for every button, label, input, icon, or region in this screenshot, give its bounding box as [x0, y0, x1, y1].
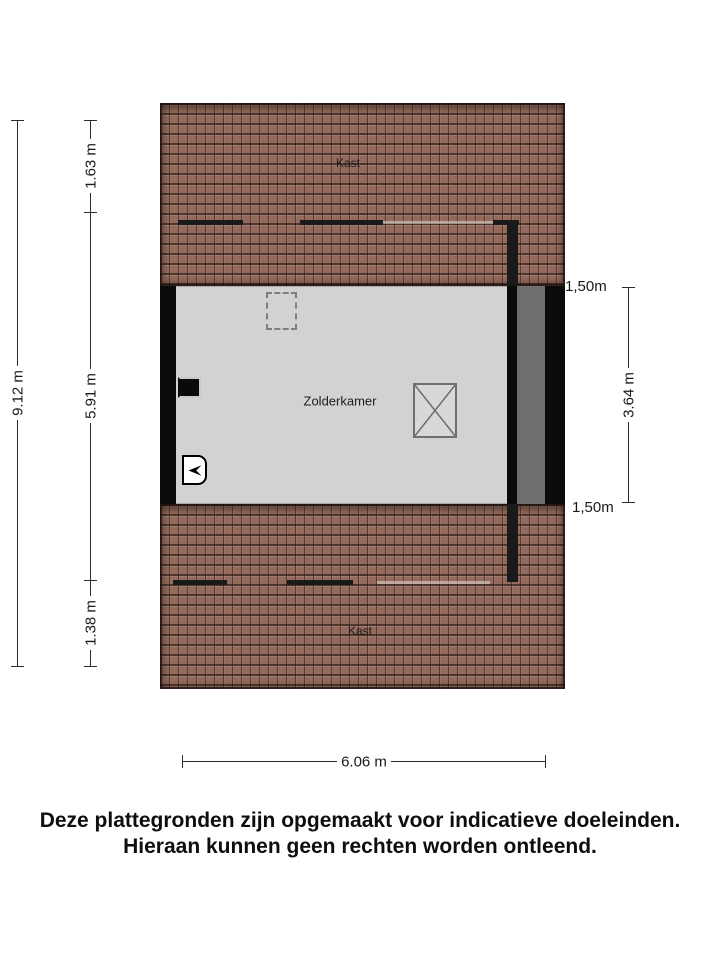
dim-tick [84, 580, 97, 581]
low-headroom-band [517, 286, 545, 504]
dimension-label-total-height: 9.12 m [9, 366, 28, 420]
dimension-line-bottom [182, 753, 546, 771]
kneewall-bottom-segment [173, 580, 227, 585]
dimension-line-left-inner [82, 120, 100, 667]
wall-left [160, 286, 176, 504]
dimension-label-right-middle: 3.64 m [620, 368, 639, 422]
roof-window-dashed-icon [266, 292, 297, 330]
stairs-arrow-icon [187, 464, 203, 477]
dimension-label-top-section: 1.63 m [82, 139, 101, 193]
dim-tick [622, 287, 635, 288]
dimension-label-150-top: 1,50m [565, 278, 607, 295]
dim-tick [182, 755, 183, 768]
room-label-kast-bottom: Kast [347, 624, 373, 638]
chimney-icon [178, 377, 201, 398]
disclaimer-line-2: Hieraan kunnen geen rechten worden ontleend. [123, 835, 597, 858]
dim-tick [11, 666, 24, 667]
dimension-label-width: 6.06 m [337, 753, 391, 772]
stairs-hatch [182, 455, 207, 485]
skylight-cross-icon [413, 383, 457, 438]
room-label-kast-top: Kast [335, 156, 361, 170]
dim-tick [622, 502, 635, 503]
wall-right-outer [545, 286, 565, 504]
kneewall-top-segment [178, 220, 243, 225]
roof-section-bottom [160, 504, 565, 689]
room-label-zolderkamer: Zolderkamer [303, 393, 377, 409]
kneewall-top-segment [300, 220, 383, 225]
dimension-line-left-total [9, 120, 27, 667]
dim-tick [84, 666, 97, 667]
kneewall-bottom-vertical [507, 504, 518, 582]
dimension-label-150-bottom: 1,50m [572, 499, 614, 516]
disclaimer [0, 808, 720, 860]
wall-right-inner [507, 286, 517, 504]
dim-tick [545, 755, 546, 768]
roof-section-top [160, 103, 565, 286]
disclaimer-line-1: Deze plattegronden zijn opgemaakt voor indicatieve doeleinden. [39, 809, 681, 832]
dimension-label-middle-section: 5.91 m [82, 369, 101, 423]
dim-tick [11, 120, 24, 121]
kneewall-top-faint [383, 221, 493, 224]
kneewall-top-vertical [507, 220, 518, 286]
kneewall-bottom-faint [377, 581, 490, 584]
kneewall-bottom-segment [287, 580, 353, 585]
dimension-line-right [620, 287, 638, 503]
dimension-label-bottom-section: 1.38 m [82, 596, 101, 650]
dim-tick [84, 120, 97, 121]
dim-tick [84, 212, 97, 213]
